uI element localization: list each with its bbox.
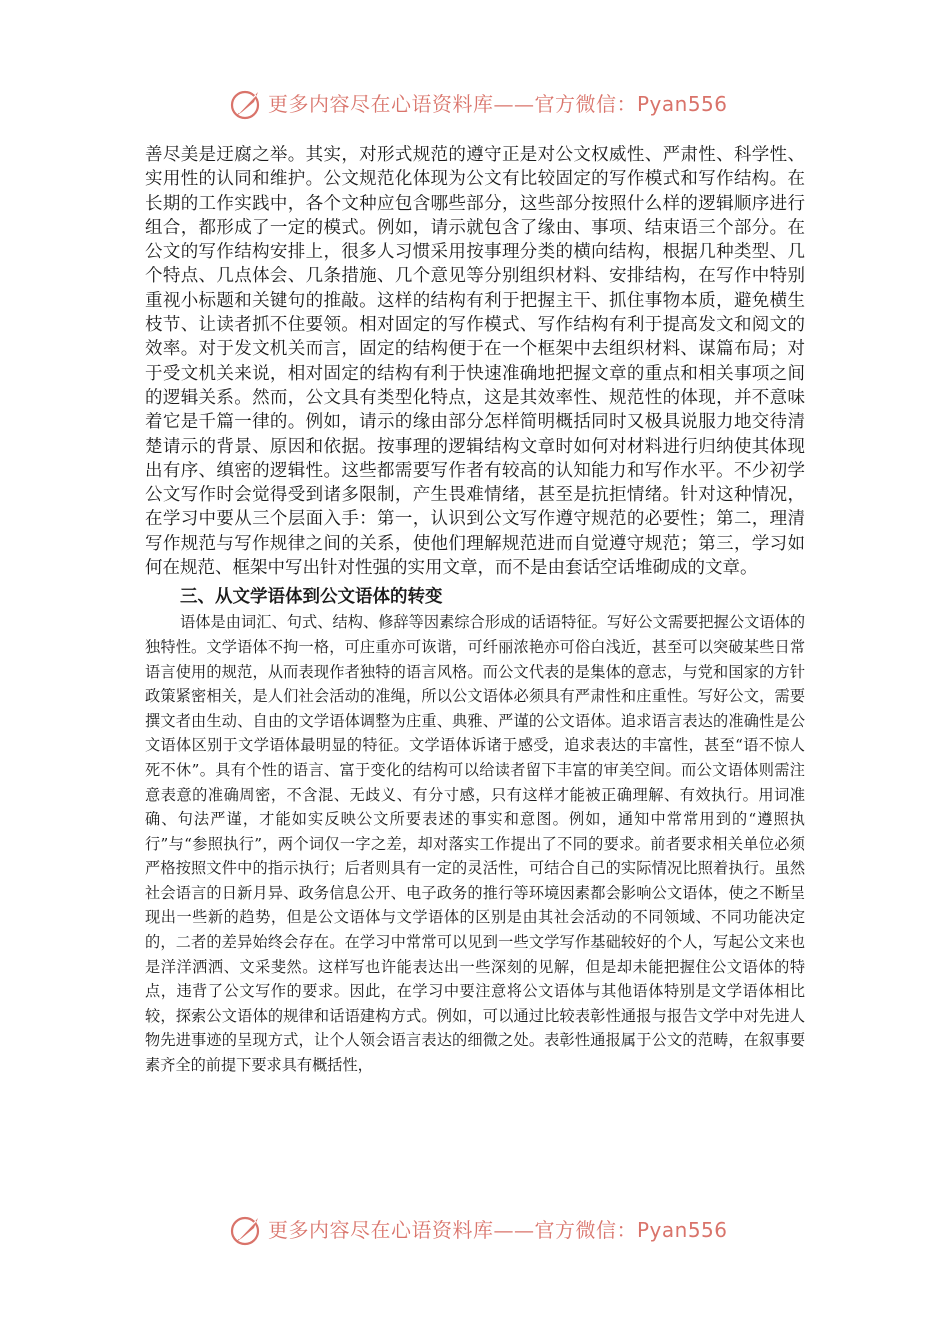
quill-logo-icon xyxy=(228,86,264,122)
paragraph-2: 语体是由词汇、句式、结构、修辞等因素综合形成的话语特征。写好公文需要把握公文语体的独特性。文学语体不拘一格，可庄重亦可诙谐，可纤丽浓艳亦可俗白浅近，甚至可以突破某些日常语言使用的规范，从而表现作者独特的语言风格。而公文代表的是集体的意志，与党和国家的方针政策紧密相关，是人们社会活动的准绳，所以公文语体必须具有严肃性和庄重性。写好公文，需要撰文者由生动、自由的文学语体调整为庄重、典雅、严谨的公文语体。追求语言表达的准确性是公文语体区别于文学语体最明显的特征。文学语体诉诸于感受，追求表达的丰富性，甚至“语不惊人死不休”。具有个性的语言、富于变化的结构可以给读者留下丰富的审美空间。而公文语体则需注意表意的准确周密，不含混、无歧义、有分寸感，只有这样才能被正确理解、有效执行。用词准确、句法严谨，才能如实反映公文所要表述的事实和意图。例如，通知中常常用到的“遵照执行”与“参照执行”，两个词仅一字之差，却对落实工作提出了不同的要求。前者要求相关单位必须严格按照文件中的指示执行；后者则具有一定的灵活性，可结合自己的实际情况比照着执行。虽然社会语言的日新月异、政务信息公开、电子政务的推行等环境因素都会影响公文语体，使之不断呈现出一些新的趋势，但是公文语体与文学语体的区别是由其社会活动的不同领域、不同功能决定的，二者的差异始终会存在。在学习中常常可以见到一些文学写作基础较好的个人，写起公文来也是洋洋洒洒、文采斐然。这样写也许能表达出一些深刻的见解，但是却未能把握住公文语体的特点，违背了公文写作的要求。因此，在学习中要注意将公文语体与其他语体特别是文学语体相比较，探索公文语体的规律和话语建构方式。例如，可以通过比较表彰性通报与报告文学中对先进人物先进事迹的呈现方式，让个人领会语言表达的细微之处。表彰性通报属于公文的范畴，在叙事要素齐全的前提下要求具有概括性， xyxy=(145,613,805,1075)
footer-watermark xyxy=(0,1212,950,1252)
wechat-label: 官方微信： xyxy=(534,1218,637,1242)
document-body xyxy=(145,143,805,1078)
watermark-text xyxy=(268,1216,728,1244)
wechat-label: 官方微信： xyxy=(534,92,637,116)
separator: —— xyxy=(493,1218,535,1242)
separator: —— xyxy=(493,92,535,116)
brand-text: 更多内容尽在心语资料库 xyxy=(268,1218,494,1242)
brand-text: 更多内容尽在心语资料库 xyxy=(268,92,494,116)
wechat-id: Pyan556 xyxy=(637,92,728,116)
header-watermark xyxy=(0,86,950,126)
section-heading: 三、从文学语体到公文语体的转变 xyxy=(180,587,443,608)
quill-logo-icon xyxy=(228,1212,264,1248)
wechat-id: Pyan556 xyxy=(637,1218,728,1242)
watermark-text xyxy=(268,90,728,118)
paragraph-1: 善尽美是迂腐之举。其实，对形式规范的遵守正是对公文权威性、严肃性、科学性、实用性的认同和维护。公文规范化体现为公文有比较固定的写作模式和写作结构。在长期的工作实践中，各个文种应包含哪些部分，这些部分按照什么样的逻辑顺序进行组合，都形成了一定的模式。例如，请示就包含了缘由、事项、结束语三个部分。在公文的写作结构安排上，很多人习惯采用按事理分类的横向结构，根据几种类型、几个特点、几点体会、几条措施、几个意见等分别组织材料、安排结构，在写作中特别重视小标题和关键句的推敲。这样的结构有利于把握主干、抓住事物本质，避免横生枝节、让读者抓不住要领。相对固定的写作模式、写作结构有利于提高发文和阅文的效率。对于发文机关而言，固定的结构便于在一个框架中去组织材料、谋篇布局；对于受文机关来说，相对固定的结构有利于快速准确地把握文章的重点和相关事项之间的逻辑关系。然而，公文具有类型化特点，这是其效率性、规范性的体现，并不意味着它是千篇一律的。例如，请示的缘由部分怎样简明概括同时又极具说服力地交待清楚请示的背景、原因和依据。按事理的逻辑结构文章时如何对材料进行归纳使其体现出有序、缜密的逻辑性。这些都需要写作者有较高的认知能力和写作水平。不少初学公文写作时会觉得受到诸多限制，产生畏难情绪，甚至是抗拒情绪。针对这种情况，在学习中要从三个层面入手：第一，认识到公文写作遵守规范的必要性；第二，理清写作规范与写作规律之间的关系，使他们理解规范进而自觉遵守规范；第三，学习如何在规范、框架中写出针对性强的实用文章，而不是由套话空话堆砌成的文章。 xyxy=(145,145,805,579)
